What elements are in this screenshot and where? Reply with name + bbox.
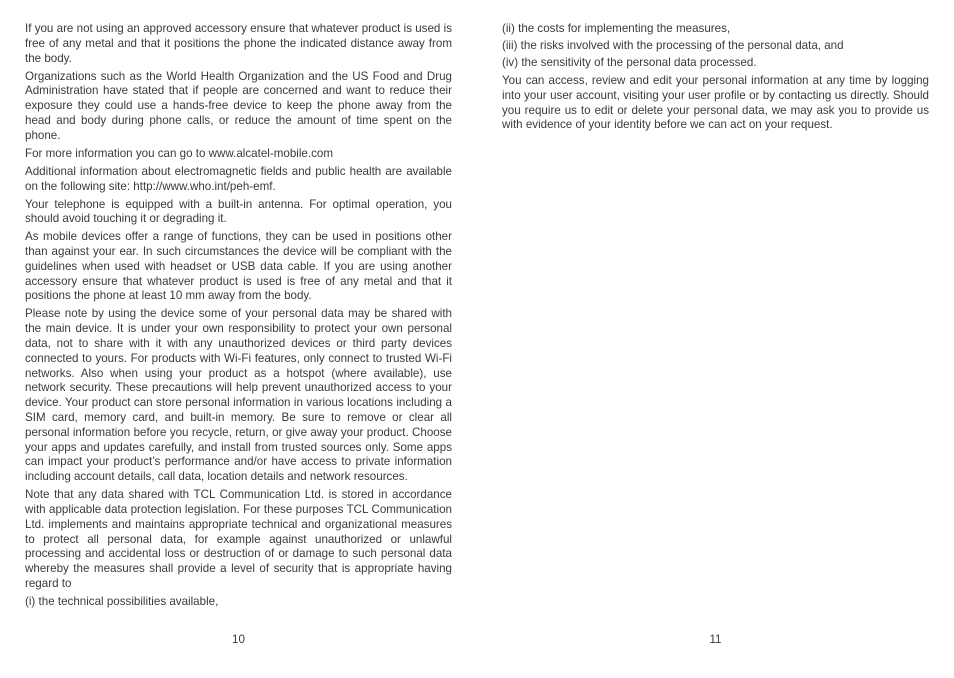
right-page-text-column [502, 22, 929, 136]
page-number: 11 [709, 633, 722, 646]
left-page-text-column [25, 22, 452, 613]
list-item-data-sensitivity: (iv) the sensitivity of the personal data processed. [502, 55, 757, 69]
list-item-processing-risks: (iii) the risks involved with the processing of the personal data, and [502, 38, 844, 52]
paragraph-emf-info: Additional information about electromagnetic fields and public health are available on the following site: http://www.who.int/peh-emf. [25, 164, 452, 193]
list-item-technical-possibilities: (i) the technical possibilities available, [25, 594, 219, 608]
right-page [477, 0, 954, 678]
paragraph-personal-data: Please note by using the device some of your personal data may be shared with the main device. It is under your own responsibility to protect your own personal data, not to share with it with any unauthorized devices or third party devices connected to yours. For products with Wi-Fi features, only connect to trusted Wi-Fi networks. Also when using your product as a hotspot (where available), use network security. These precautions will help prevent unauthorized access to your device. Your product can store personal information in various locations including a SIM card, memory card, and built-in memory. Be sure to remove or clear all personal information before you recycle, return, or give away your product. Choose your apps and updates carefully, and install from trusted sources only. Some apps can impact your product’s performance and/or have access to private information including account details, call data, location details and network resources. [25, 307, 452, 484]
paragraph-body-positions: As mobile devices offer a range of functions, they can be used in positions other than against your ear. In such circumstances the device will be compliant with the guidelines when used with headset or USB data cable. If you are using another accessory ensure that whatever product is used is free of any metal and that it positions the phone at least 10 mm away from the body. [25, 230, 452, 303]
paragraph-access-personal-info: You can access, review and edit your personal information at any time by logging into your user account, visiting your user profile or by contacting us directly. Should you require us to edit or delete your personal data, we may ask you to provide us with evidence of your identity before we can act on your request. [502, 73, 929, 132]
paragraph-data-protection: Note that any data shared with TCL Communication Ltd. is stored in accordance with applicable data protection legislation. For these purposes TCL Communication Ltd. implements and maintains appropriate technical and organizational measures to protect all personal data, for example against unauthorized or unlawful processing and accidental loss or destruction of or damage to such personal data whereby the measures shall provide a level of security that is appropriate having regard to [25, 488, 452, 590]
paragraph-who-fda: Organizations such as the World Health Organization and the US Food and Drug Administration have stated that if people are concerned and want to reduce their exposure they could use a hands-free device to keep the phone away from the head and body during phone calls, or reduce the amount of time spent on the phone. [25, 69, 452, 142]
page-number: 10 [232, 633, 245, 646]
paragraph-more-info: For more information you can go to www.alcatel-mobile.com [25, 146, 334, 160]
list-item-implementation-costs: (ii) the costs for implementing the measures, [502, 22, 731, 35]
paragraph-approved-accessory: If you are not using an approved accessory ensure that whatever product is used is free of any metal and that it positions the phone the indicated distance away from the body. [25, 22, 452, 65]
paragraph-antenna: Your telephone is equipped with a built-in antenna. For optimal operation, you should avoid touching it or degrading it. [25, 197, 452, 226]
